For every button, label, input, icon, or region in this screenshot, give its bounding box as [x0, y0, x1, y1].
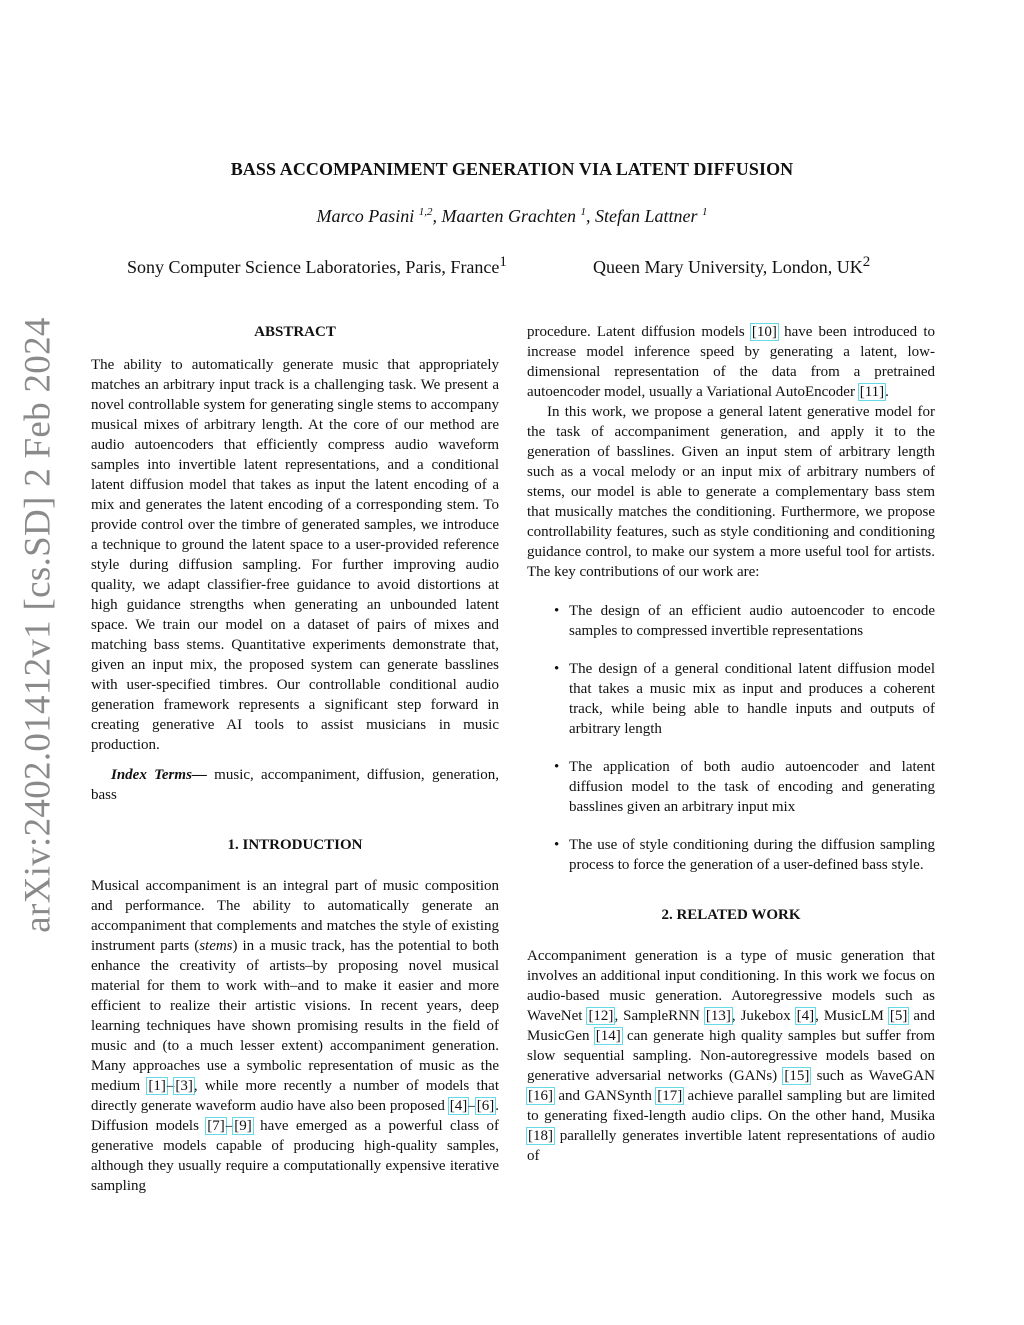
author-affiliation-mark: 1 — [580, 206, 587, 218]
index-terms-label: Index Terms— — [111, 767, 207, 783]
citation-link[interactable]: [11] — [859, 384, 885, 400]
citation-link[interactable]: [1] — [148, 1078, 166, 1094]
citation-link[interactable]: [12] — [588, 1008, 614, 1024]
citation-link[interactable]: [7] — [207, 1118, 225, 1134]
arxiv-identifier: arXiv:2402.01412v1 [cs.SD] 2 Feb 2024 — [17, 317, 59, 933]
citation-link[interactable]: [16] — [528, 1088, 553, 1104]
author-affiliation-mark: 1,2 — [418, 206, 433, 218]
list-item-text: The design of a general conditional latent diffusion model that takes a music mix as input and produces a coherent track, while being able to handle inputs and outputs of arbitrary length — [569, 661, 935, 737]
text-run: , MusicLM — [815, 1008, 889, 1024]
citation-link[interactable]: [5] — [889, 1008, 908, 1024]
author-name: Marco Pasini — [316, 206, 415, 226]
citation-range-dash: – — [166, 1078, 175, 1094]
index-terms-text: music, accompaniment, diffusion, generation, bass — [91, 767, 500, 803]
citation-link[interactable]: [4] — [449, 1098, 468, 1114]
text-run: . — [885, 384, 889, 400]
citation-link[interactable]: [6] — [476, 1098, 495, 1114]
text-run: and MusicGen — [527, 1008, 935, 1044]
related-work-heading: 2. RELATED WORK — [661, 907, 801, 923]
text-run: Accompaniment generation is a type of music generation that involves an additional input conditioning. In this work we focus on audio-based music generation. Autoregressive models such as WaveNet — [527, 948, 935, 1024]
citation-link[interactable]: [4] — [796, 1008, 815, 1024]
list-item-text: The application of both audio autoencoder and latent diffusion model to the task of encoding and generating basslines given an arbitrary input mix — [569, 759, 935, 815]
right-column — [527, 322, 935, 1166]
contributions-paragraph: In this work, we propose a general latent generative model for the task of accompaniment generation, and apply it to the generation of basslines. Given an input stem of arbitrary length such as a vocal melody or an input mix of arbitrary numbers of stems, our model is able to generate a complementary bass stem that musically matches the conditioning. Furthermore, we propose controllability features, such as style conditioning and conditioning guidance control, to make our system a more useful tool for artists. The key contributions of our work are: — [527, 404, 935, 580]
list-item — [527, 757, 935, 817]
citation-range-dash: – — [468, 1098, 476, 1114]
related-work-paragraph — [527, 946, 935, 1166]
text-run: have emerged as a powerful class of generative models capable of producing high-quality samples, although they usually require a computationally expensive iterative sampling — [91, 1118, 499, 1194]
paper-title: BASS ACCOMPANIMENT GENERATION VIA LATENT DIFFUSION — [230, 159, 794, 179]
citation-link[interactable]: [10] — [751, 324, 777, 340]
emphasis: stems — [199, 938, 233, 954]
bullet-icon: • — [554, 603, 560, 619]
list-item-text: The design of an efficient audio autoencoder to encode samples to compressed invertible representations — [569, 603, 935, 639]
text-run: procedure. Latent diffusion models — [527, 324, 751, 340]
bullet-icon: • — [554, 661, 560, 677]
citation-link[interactable]: [18] — [528, 1128, 553, 1144]
affiliation-text: Sony Computer Science Laboratories, Paris, France — [127, 257, 500, 277]
text-run: and GANSynth — [554, 1088, 657, 1104]
text-run: , while more recently a number of models that directly generate waveform audio have also been proposed — [91, 1078, 499, 1114]
list-item — [527, 601, 935, 641]
text-run: , Jukebox — [731, 1008, 796, 1024]
text-run: parallelly generates invertible latent representations of audio of — [527, 1128, 935, 1164]
citation-range-dash: – — [225, 1118, 234, 1134]
bullet-icon: • — [554, 759, 560, 775]
abstract-heading: ABSTRACT — [254, 324, 336, 340]
text-run: have been introduced to increase model inference speed by generating a latent, low-dimensional representation of the data from a pretrained autoencoder model, usually a Variational AutoEncoder — [527, 324, 935, 400]
text-run: Musical accompaniment is an integral part of music composition and performance. The ability to automatically generate an accompaniment that complements and matches the style of existing instrument parts ( — [91, 878, 499, 954]
list-item-text: The use of style conditioning during the diffusion sampling process to force the generation of a user-defined bass style. — [569, 837, 935, 873]
introduction-heading: 1. INTRODUCTION — [227, 837, 363, 853]
affiliation-mark: 2 — [862, 254, 871, 270]
citation-link[interactable]: [17] — [657, 1088, 683, 1104]
author-name: Maarten Grachten — [441, 206, 577, 226]
citation-link[interactable]: [14] — [595, 1028, 621, 1044]
text-run: ) in a music track, has the potential to both enhance the creativity of artists–by proposing novel musical material for them to work with–and to make it easier and more efficient to realize their artistic visions. In recent years, deep learning techniques have shown promising results in the field of music and (to a much lesser extent) accompaniment generation. Many approaches use a symbolic representation of music as the medium — [91, 938, 499, 1094]
text-run: can generate high quality samples but suffer from slow sequential sampling. Non-autoregressive models based on generative adversarial networks (GANs) — [527, 1028, 936, 1084]
affiliation-qmul — [593, 254, 870, 278]
text-run: such as WaveGAN — [810, 1068, 935, 1084]
intro-continuation — [527, 322, 935, 402]
citation-link[interactable]: [9] — [234, 1118, 252, 1134]
text-run: . Diffusion models — [91, 1098, 499, 1134]
citation-link[interactable]: [15] — [784, 1068, 810, 1084]
affiliation-sony — [127, 254, 507, 278]
citation-link[interactable]: [13] — [705, 1008, 731, 1024]
author-name: Stefan Lattner — [595, 206, 698, 226]
citation-link[interactable]: [3] — [175, 1078, 193, 1094]
contributions-list — [527, 601, 935, 875]
list-item — [527, 835, 935, 875]
text-run: achieve parallel sampling but are limited to generating fixed-length audio clips. On the other hand, Musika — [527, 1088, 935, 1124]
index-terms — [91, 765, 499, 805]
affiliation-mark: 1 — [499, 254, 507, 270]
list-item — [527, 659, 935, 739]
introduction-paragraph — [91, 876, 499, 1196]
author-affiliation-mark: 1 — [702, 206, 708, 218]
left-column — [91, 322, 499, 1196]
affiliation-text: Queen Mary University, London, UK — [593, 257, 863, 277]
bullet-icon: • — [554, 837, 560, 853]
abstract-text: The ability to automatically generate music that appropriately matches an arbitrary input track is a challenging task. We present a novel controllable system for generating single stems to accompany musical mixes of arbitrary length. At the core of our method are audio autoencoders that efficiently compress audio waveform samples into invertible latent representations, and a conditional latent diffusion model that takes as input the latent encoding of a mix and generates the latent encoding of a corresponding stem. To provide control over the timbre of generated samples, we introduce a technique to ground the latent space to a user-provided reference style during diffusion sampling. For further improving audio quality, we adapt classifier-free guidance to avoid distortions at high guidance strengths when generating an unbounded latent space. We train our model on a dataset of pairs of mixes and matching bass stems. Quantitative experiments demonstrate that, given an input mix, the proposed system can generate basslines with user-specified timbres. Our controllable conditional audio generation framework represents a significant step forward in creating generative AI tools to assist musicians in music production. — [91, 357, 499, 753]
author-list: Marco Pasini $^{1,2}$, Maarten Grachten $^1$, Stefan Lattner $^1$ — [316, 206, 708, 226]
text-run: , SampleRNN — [614, 1008, 705, 1024]
